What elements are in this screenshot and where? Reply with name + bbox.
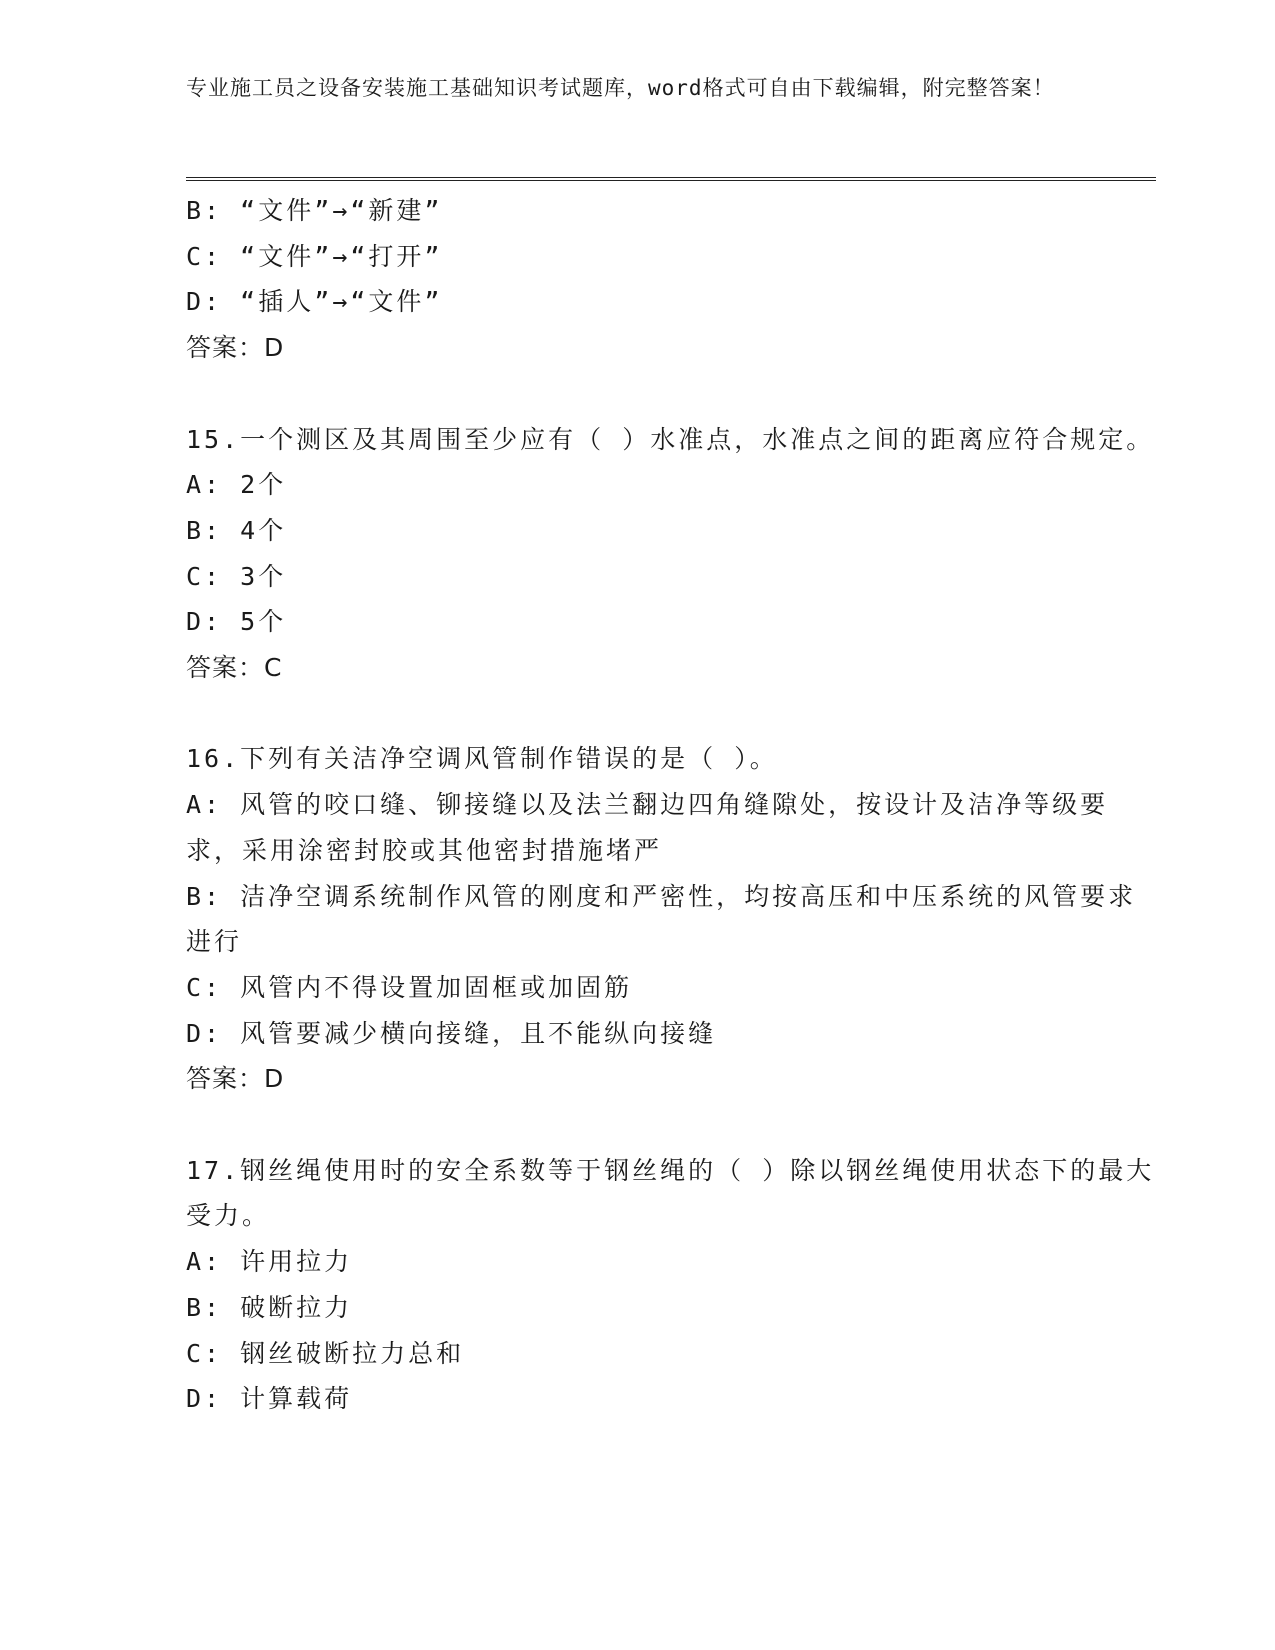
option-a: A: 2个: [186, 470, 287, 500]
answer-line: 答案：D: [186, 333, 285, 363]
question-block: [186, 1148, 1156, 1422]
header-divider: [186, 177, 1156, 181]
option-d: D: 计算载荷: [186, 1384, 353, 1414]
answer-line: 答案：C: [186, 653, 283, 683]
question-block: [186, 188, 1156, 371]
question-text: 17.钢丝绳使用时的安全系数等于钢丝绳的（ ）除以钢丝绳使用状态下的最大受力。: [186, 1155, 1155, 1231]
spacer: [186, 1102, 1156, 1148]
option-a: A: 风管的咬口缝、铆接缝以及法兰翻边四角缝隙处，按设计及洁净等级要求，采用涂密封胶或其他密封措施堵严: [186, 790, 1109, 865]
question-block: [186, 417, 1156, 691]
spacer: [186, 371, 1156, 417]
question-block: [186, 736, 1156, 1102]
question-list: [186, 188, 1156, 1422]
option-d: D: 风管要减少横向接缝，且不能纵向接缝: [186, 1018, 717, 1048]
option-b: B: 破断拉力: [186, 1292, 353, 1322]
page-header: 专业施工员之设备安装施工基础知识考试题库，word格式可自由下载编辑，附完整答案！: [186, 76, 1055, 100]
option-c: C: “文件”→“打开”: [186, 241, 443, 271]
option-d: D: “插人”→“文件”: [186, 287, 443, 317]
option-b: B: 洁净空调系统制作风管的刚度和严密性，均按高压和中压系统的风管要求进行: [186, 881, 1137, 957]
option-a: A: 许用拉力: [186, 1247, 353, 1277]
question-text: 16.下列有关洁净空调风管制作错误的是（ ）。: [186, 744, 778, 774]
spacer: [186, 691, 1156, 737]
question-text: 15.一个测区及其周围至少应有（ ）水准点，水准点之间的距离应符合规定。: [186, 424, 1155, 454]
option-c: C: 钢丝破断拉力总和: [186, 1338, 465, 1368]
option-b: B: “文件”→“新建”: [186, 196, 443, 225]
option-c: C: 3个: [186, 561, 287, 591]
option-c: C: 风管内不得设置加固框或加固筋: [186, 972, 633, 1002]
option-b: B: 4个: [186, 515, 287, 545]
option-d: D: 5个: [186, 607, 287, 637]
answer-line: 答案：D: [186, 1064, 285, 1094]
